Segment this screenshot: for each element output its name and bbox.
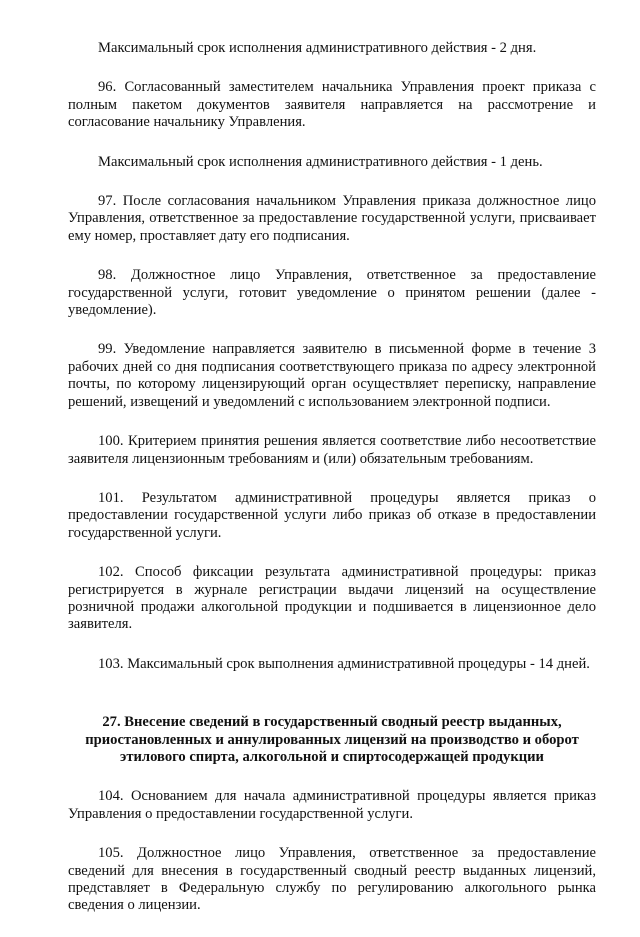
- paragraph-99: 99. Уведомление направляется заявителю в письменной форме в течение 3 рабочих дней со дня подписания соответствующего приказа по адресу электронной почты, по которому лицензирующий орган осуществляет переписку, направление решений, извещений и уведомлений с использованием электронной подписи.: [68, 341, 596, 410]
- paragraph-97: 97. После согласования начальником Управления приказа должностное лицо Управления, ответственное за предоставление государственной услуги, присваивает ему номер, проставляет дату его подписания.: [68, 193, 596, 244]
- paragraph-100: 100. Критерием принятия решения является соответствие либо несоответствие заявителя лицензионным требованиям и (или) обязательным требованиям.: [68, 433, 596, 467]
- paragraph-104: 104. Основанием для начала административной процедуры является приказ Управления о предоставлении государственной услуги.: [68, 788, 596, 822]
- paragraph-96: 96. Согласованный заместителем начальника Управления проект приказа с полным пакетом документов заявителя направляется на рассмотрение и согласование начальнику Управления.: [68, 79, 596, 131]
- paragraph-103: 103. Максимальный срок выполнения административной процедуры - 14 дней.: [98, 655, 590, 672]
- paragraph-102: 102. Способ фиксации результата административной процедуры: приказ регистрируется в журнале регистрации выдачи лицензий на осуществление розничной продажи алкогольной продукции и подшивается в лицензионное дело заявителя.: [68, 564, 596, 633]
- paragraph-deadline-1-day: Максимальный срок исполнения административного действия - 1 день.: [98, 153, 543, 170]
- document-page: [68, 40, 596, 937]
- paragraph-105: 105. Должностное лицо Управления, ответственное за предоставление сведений для внесения в государственный сводный реестр выданных лицензий, представляет в Федеральную службу по регулированию алкогольного рынка сведения о лицензии.: [68, 845, 596, 914]
- paragraph-98: 98. Должностное лицо Управления, ответственное за предоставление государственной услуги, готовит уведомление о принятом решении (далее - уведомление).: [68, 267, 596, 319]
- paragraph-deadline-2-days: Максимальный срок исполнения административного действия - 2 дня.: [98, 40, 537, 56]
- paragraph-101: 101. Результатом административной процедуры является приказ о предоставлении государственной услуги либо приказ об отказе в предоставлении государственной услуги.: [68, 489, 596, 541]
- section-heading: 27. Внесение сведений в государственный сводный реестр выданных, приостановленных и аннулированных лицензий на производство и оборот этилового спирта, алкогольной и спиртосодержащей продукции: [85, 714, 579, 765]
